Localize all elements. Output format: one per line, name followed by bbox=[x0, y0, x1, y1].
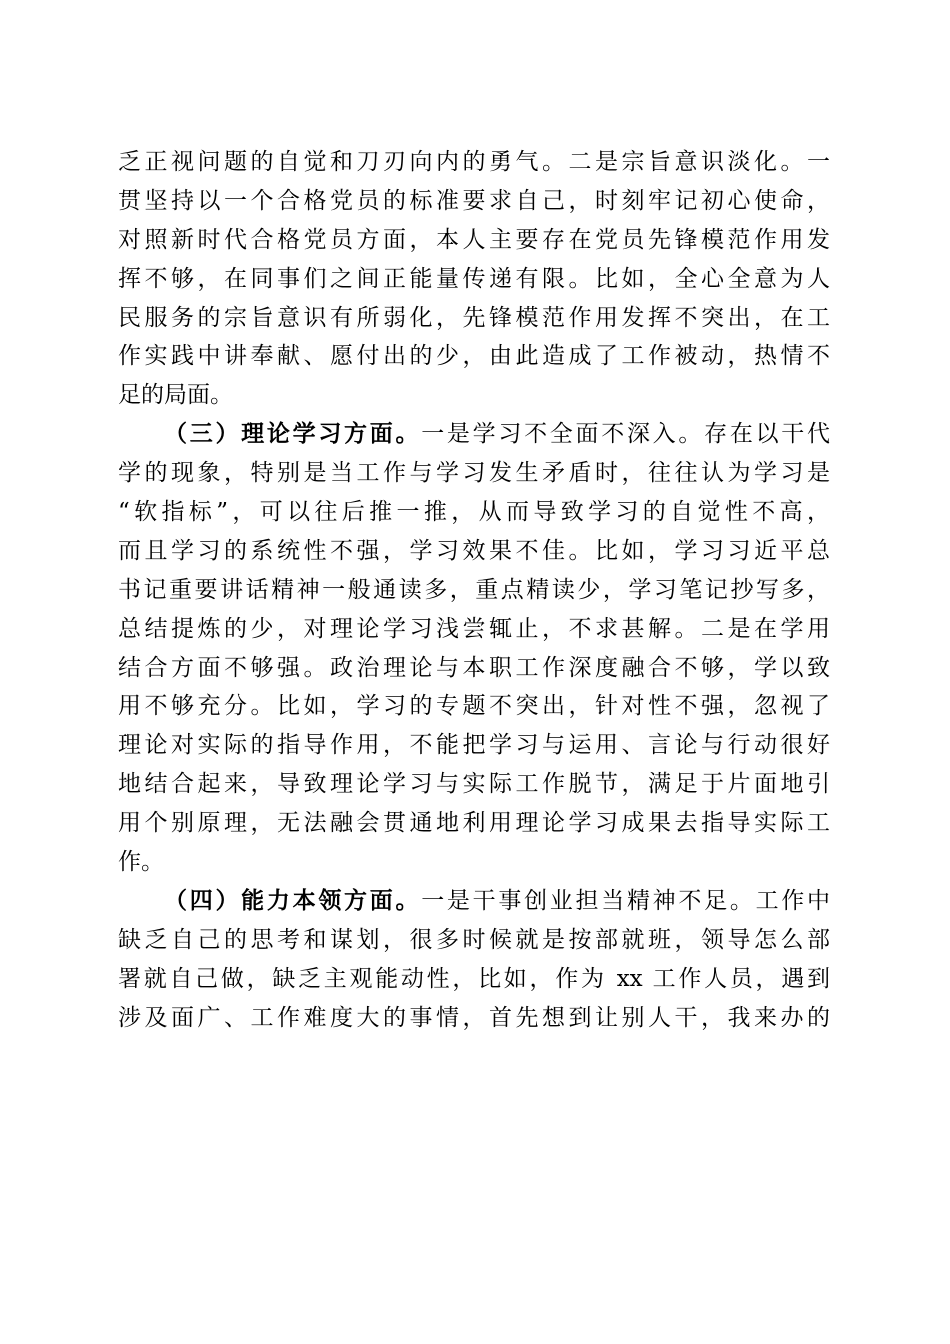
text-line: 挥不够，在同事们之间正能量传递有限。比如，全心全意为人 bbox=[118, 265, 830, 292]
paragraph-ability bbox=[118, 882, 830, 1038]
text-span: 一是学习不全面不深入。存在以干代 bbox=[421, 421, 831, 448]
section-heading: （四）能力本领方面。 bbox=[164, 886, 422, 914]
text-line: “软指标”，可以往后推一推，从而导致学习的自觉性不高， bbox=[118, 499, 830, 526]
paragraph-first-line bbox=[118, 882, 830, 921]
text-span: 一是干事创业担当精神不足。工作中 bbox=[421, 887, 831, 914]
document-body bbox=[118, 143, 830, 1037]
text-line: 用个别原理，无法融会贯通地利用理论学习成果去指导实际工 bbox=[118, 810, 830, 837]
paragraph-theory-study bbox=[118, 415, 830, 882]
text-line: 民服务的宗旨意识有所弱化，先锋模范作用发挥不突出，在工 bbox=[118, 304, 830, 331]
paragraph-first-line bbox=[118, 415, 830, 454]
text-line: 贯坚持以一个合格党员的标准要求自己，时刻牢记初心使命， bbox=[118, 187, 830, 214]
text-line: 署就自己做，缺乏主观能动性，比如，作为 xx 工作人员，遇到 bbox=[118, 965, 830, 992]
paragraph-purpose-awareness bbox=[118, 143, 830, 415]
text-line: 涉及面广、工作难度大的事情，首先想到让别人干，我来办的 bbox=[118, 1004, 830, 1031]
text-line: 乏正视问题的自觉和刀刃向内的勇气。二是宗旨意识淡化。一 bbox=[118, 149, 830, 175]
section-heading: （三）理论学习方面。 bbox=[164, 420, 422, 448]
text-line: 结合方面不够强。政治理论与本职工作深度融合不够，学以致 bbox=[118, 654, 830, 681]
text-line: 总结提炼的少，对理论学习浅尝辄止，不求甚解。二是在学用 bbox=[118, 615, 830, 642]
text-line: 足的局面。 bbox=[118, 382, 233, 409]
text-line: 而且学习的系统性不强，学习效果不佳。比如，学习习近平总 bbox=[118, 537, 830, 564]
text-line: 理论对实际的指导作用，不能把学习与运用、言论与行动很好 bbox=[118, 732, 830, 759]
text-line: 地结合起来，导致理论学习与实际工作脱节，满足于片面地引 bbox=[118, 771, 830, 798]
text-line: 作。 bbox=[118, 849, 164, 876]
text-line: 对照新时代合格党员方面，本人主要存在党员先锋模范作用发 bbox=[118, 226, 830, 253]
text-line: 用不够充分。比如，学习的专题不突出，针对性不强，忽视了 bbox=[118, 693, 830, 720]
text-line: 作实践中讲奉献、愿付出的少，由此造成了工作被动，热情不 bbox=[118, 343, 830, 370]
text-line: 缺乏自己的思考和谋划，很多时候就是按部就班，领导怎么部 bbox=[118, 926, 830, 953]
text-line: 书记重要讲话精神一般通读多，重点精读少，学习笔记抄写多， bbox=[118, 576, 830, 603]
text-line: 学的现象，特别是当工作与学习发生矛盾时，往往认为学习是 bbox=[118, 460, 830, 487]
